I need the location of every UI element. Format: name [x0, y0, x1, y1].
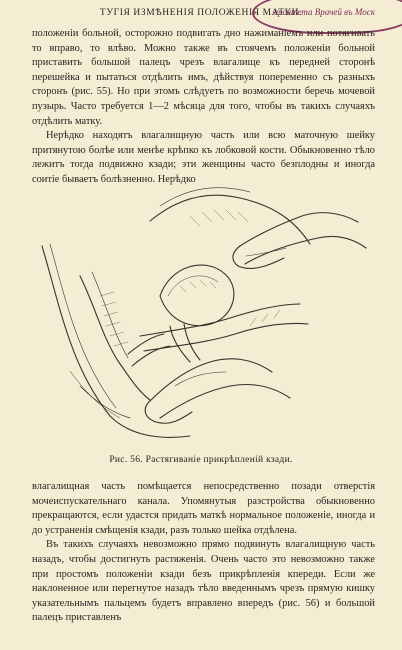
- anatomical-illustration: [40, 186, 370, 441]
- paragraph: положеніи больной, осторожно подвигать дно нажиманіемъ или потягивать то вправо, то влѣво. Можно также въ стоячемъ положеніи больной приставить большой палецъ чрезъ влагалище къ передней сторонѣ перешейка и пытаться отдѣлить имъ, дѣйствуя попеременно съ разныхъ сторонъ (рис. 55). Но при этомъ слѣдуетъ по возможности беречь мочевой пузырь. Часто требуется 1—2 мѣсяца для того, чтобы въ такихъ случаяхъ отдѣлить матку.: [32, 28, 375, 127]
- stamp-text: ерситета Врачей въ Моск: [274, 7, 375, 17]
- paragraph: Въ такихъ случаяхъ невозможно прямо подвинуть влагалищную часть назадъ, чтобы достигнуть растяженія. Очень часто это невозможно также при простомъ положеніи кзади безъ прикрѣпленія кпереди. Если же наклоненное или перегнутое назадъ тѣло введеннымъ чрезъ прямую кишку указательнымъ пальцемъ будетъ вправлено впередъ (рис. 56) и большой палецъ приставленъ: [32, 539, 375, 624]
- paragraph: влагалищная часть помѣщается непосредственно позади отверстія мочеиспускательнаго канала. Упомянутыя разстройства обыкновенно прекращаются, если удастся придать маткѣ нормальное положеніе, иногда и до устраненія смѣщенія кзади, разъ только шейка отдѣлена.: [32, 481, 375, 536]
- body-text-bottom: [32, 480, 375, 626]
- figure-caption: Рис. 56. Растягиваніе прикрѣпленій кзади.: [109, 455, 293, 465]
- running-head: ТУГІЯ ИЗМѢНЕНІЯ ПОЛОЖЕНІЯ МАТКИ.: [99, 8, 303, 18]
- paragraph: Нерѣдко находятъ влагалищную часть или всю маточную шейку притянутою болѣе или менѣе крѣпко къ лобковой кости. Обыкновенно тѣло лежитъ тогда подвижно кзади; эти женщины часто безплодны и иногда соитіе бываетъ болѣзненно. Нерѣдко: [32, 130, 375, 185]
- body-text-top: [32, 27, 375, 188]
